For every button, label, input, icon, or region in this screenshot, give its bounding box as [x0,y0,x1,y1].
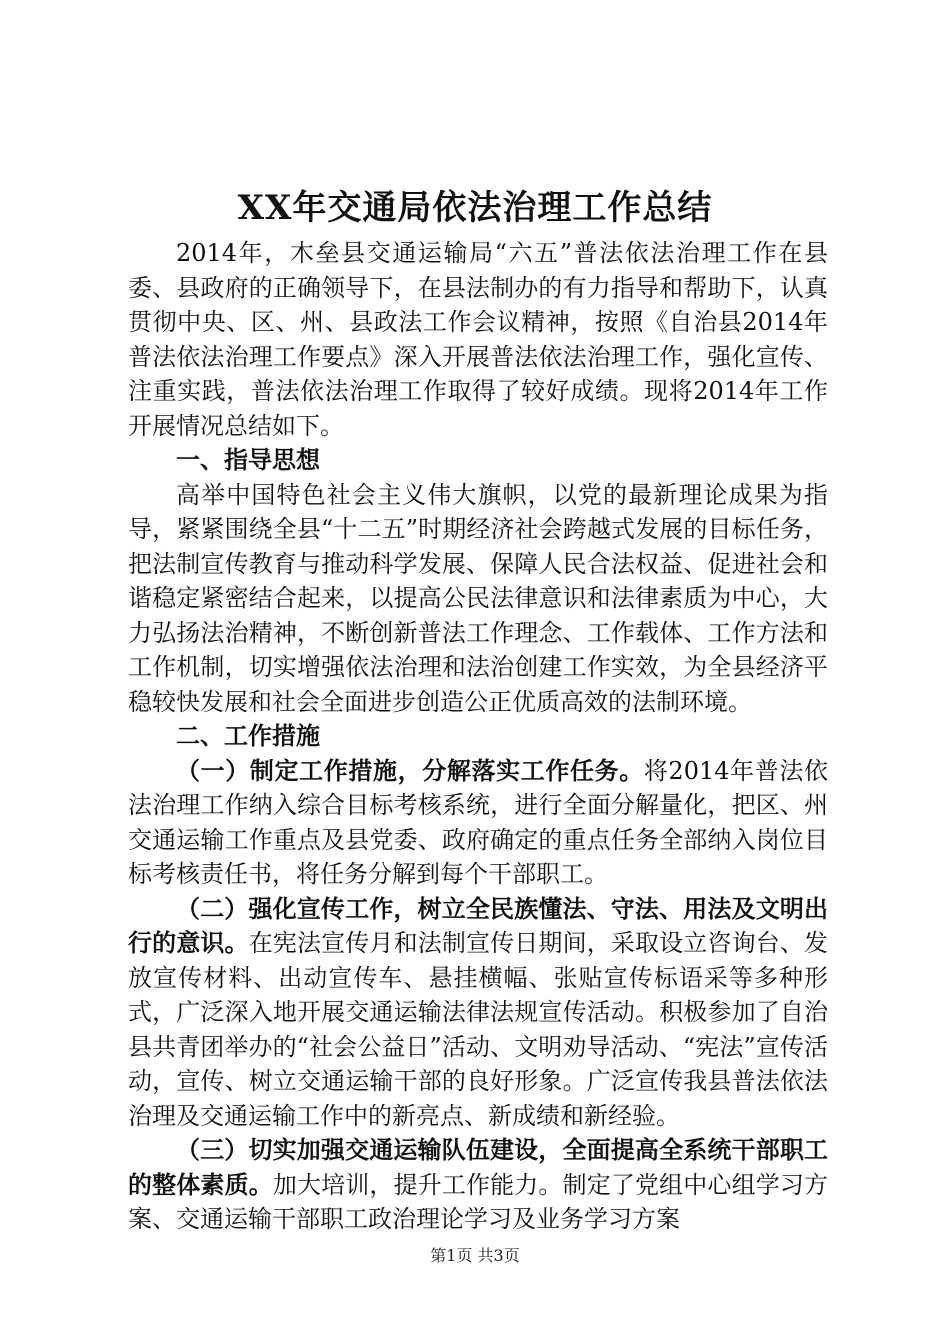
measure-paragraph-3 [128,1133,828,1237]
measure-text-3: 加大培训，提升工作能力。制定了党组中心组学习方案、交通运输干部职工政治理论学习及业务学习方案 [128,1170,829,1233]
intro-paragraph: 2014年，木垒县交通运输局“六五”普法依法治理工作在县委、县政府的正确领导下，在县法制办的有力指导和帮助下，认真贯彻中央、区、州、县政法工作会议精神，按照《自治县2014年普法依法治理工作要点》深入开展普法依法治理工作，强化宣传、注重实践，普法依法治理工作取得了较好成绩。现将2014年工作开展情况总结如下。 [128,239,828,440]
measure-lead-2: （二）强化宣传工作，树立全民族懂法、守法、用法及文明出行的意识。 [128,894,828,957]
page-footer: 第1页 共3页 [430,1246,520,1265]
document-body [128,236,828,1237]
measure-text-1: 将2014年普法依法治理工作纳入综合目标考核系统，进行全面分解量化，把区、州交通运输工作重点及县党委、政府确定的重点任务全部纳入岗位目标考核责任书，将任务分解到每个干部职工。 [128,756,828,888]
measure-paragraph-2 [128,892,828,1134]
guiding-ideology-paragraph: 高举中国特色社会主义伟大旗帜，以党的最新理论成果为指导，紧紧围绕全县“十二五”时期经济社会跨越式发展的目标任务，把法制宣传教育与推动科学发展、保障人民合法权益、促进社会和谐稳定紧密结合起来，以提高公民法律意识和法律素质为中心，大力弘扬法治精神，不断创新普法工作理念、工作载体、工作方法和工作机制，切实增强依法治理和法治创建工作实效，为全县经济平稳较快发展和社会全面进步创造公正优质高效的法制环境。 [128,480,828,716]
document-title: XX年交通局依法治理工作总结 [237,188,713,228]
measure-text-2: 在宪法宣传月和法制宣传日期间，采取设立咨询台、发放宣传材料、出动宣传车、悬挂横幅、张贴宣传标语采等多种形式，广泛深入地开展交通运输法律法规宣传活动。积极参加了自治县共青团举办的“社会公益日”活动、文明劝导活动、“宪法”宣传活动，宣传、树立交通运输干部的良好形象。广泛宣传我县普法依法治理及交通运输工作中的新亮点、新成绩和新经验。 [128,929,829,1130]
measure-lead-1: （一）制定工作措施，分解落实工作任务。 [176,756,644,785]
section-heading-work-measures: 二、工作措施 [176,722,320,750]
section-heading-guiding-ideology: 一、指导思想 [176,446,320,474]
measure-paragraph-1 [128,754,828,892]
measure-lead-3: （三）切实加强交通运输队伍建设，全面提高全系统干部职工的整体素质。 [128,1136,828,1199]
